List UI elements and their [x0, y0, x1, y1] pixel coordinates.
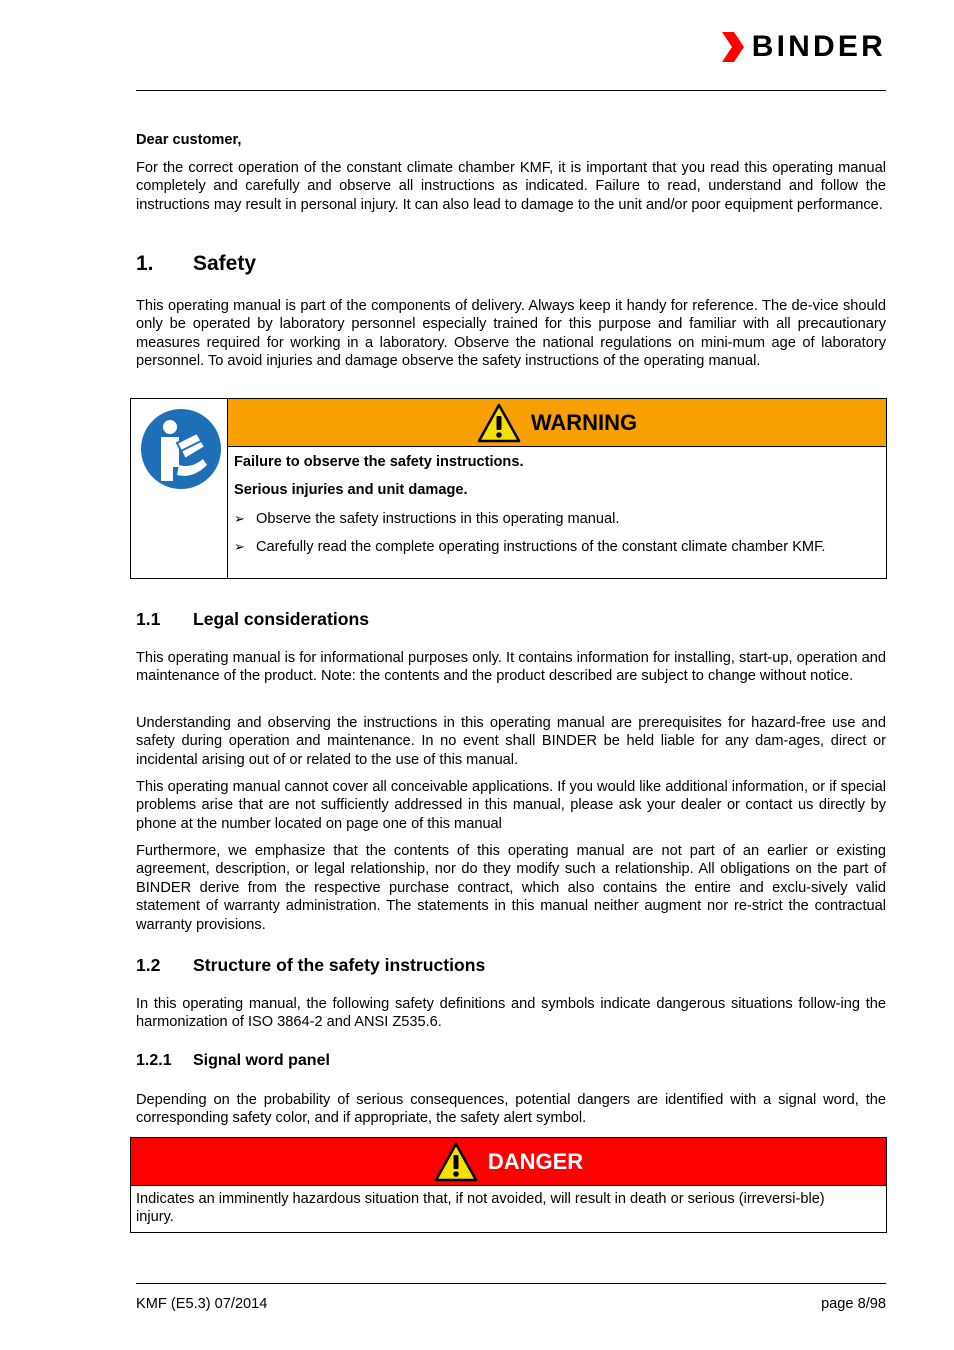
footer-doc-id: KMF (E5.3) 07/2014	[136, 1296, 268, 1312]
header-divider	[136, 90, 886, 91]
warning-bullet-text: Carefully read the complete operating instructions of the constant climate chamber KMF.	[256, 539, 826, 556]
legal-paragraph: This operating manual is for informational purposes only. It contains information for installing, start-up, operation and maintenance of the product. Note: the contents and the product described are subject to change without notice.	[136, 650, 886, 685]
section-title: Structure of the safety instructions	[193, 955, 486, 975]
danger-signal-word: DANGER	[487, 1148, 584, 1174]
section-title: Signal word panel	[193, 1052, 330, 1069]
warning-body	[234, 453, 874, 567]
section-heading-safety	[136, 250, 256, 278]
section-title: Safety	[193, 252, 257, 275]
footer-page-number: page 8/98	[821, 1296, 886, 1312]
list-item	[234, 510, 874, 528]
section-heading-signal-word	[136, 1051, 330, 1071]
section-heading-structure	[136, 954, 485, 976]
section-number: 1.2.1	[136, 1052, 172, 1069]
legal-paragraph: This operating manual cannot cover all conceivable applications. If you would like additional information, or if special problems arise that are not sufficiently addressed in this manual, please ask your dealer or contact us directly by phone at the number located on page one of this manual	[136, 779, 886, 832]
read-manual-icon	[139, 407, 223, 491]
danger-text: Indicates an imminently hazardous situation that, if not avoided, will result in death or serious (irreversi-ble) injury.	[136, 1191, 825, 1226]
arrow-bullet-icon: ➢	[234, 539, 245, 555]
list-item	[234, 538, 874, 556]
legal-paragraph: Understanding and observing the instructions in this operating manual are prerequisites for hazard-free use and safety during operation and maintenance. In no event shall BINDER be held liable for any dam-ages, direct or incidental arising out of or related to the use of this manual.	[136, 715, 886, 768]
warning-header	[228, 399, 886, 447]
warning-icon-cell	[131, 399, 228, 578]
structure-text: In this operating manual, the following safety definitions and symbols indicate dangerous situations follow-ing the harmonization of ISO 3864-2 and ANSI Z535.6.	[136, 996, 886, 1031]
warning-triangle-icon	[434, 1142, 478, 1182]
binder-logo	[720, 30, 886, 64]
section-title: Legal considerations	[193, 609, 369, 629]
binder-logo-mark-icon	[720, 30, 746, 64]
section-heading-legal	[136, 608, 369, 630]
warning-hazard: Failure to observe the safety instructions.	[234, 454, 524, 470]
safety-text: This operating manual is part of the components of delivery. Always keep it handy for reference. The de-vice should only be operated by laboratory personnel especially trained for this purpose and familiar with all precautionary measures required for working in a laboratory. Observe the national regulations on mini-mum age of laboratory personnel. To avoid injuries and damage observe the safety instructions of the operating manual.	[136, 298, 886, 370]
section-number: 1.2	[136, 955, 161, 975]
greeting: Dear customer,	[136, 132, 242, 148]
logo-text: BINDER	[751, 30, 886, 63]
arrow-bullet-icon: ➢	[234, 510, 245, 526]
warning-panel	[130, 398, 887, 579]
section-number: 1.1	[136, 609, 161, 629]
signal-word-text: Depending on the probability of serious consequences, potential dangers are identified with a signal word, the corresponding safety color, and if appropriate, the safety alert symbol.	[136, 1092, 886, 1127]
danger-panel	[130, 1137, 887, 1233]
intro-text: For the correct operation of the constant climate chamber KMF, it is important that you read this operating manual completely and carefully and observe all instructions as indicated. Failure to read, understand and follow the instructions may result in personal injury. It can also lead to damage to the unit and/or poor equipment performance.	[136, 160, 886, 213]
warning-triangle-icon	[477, 403, 521, 443]
warning-bullet-text: Observe the safety instructions in this operating manual.	[256, 510, 620, 527]
warning-signal-word: WARNING	[530, 409, 638, 435]
section-number: 1.	[136, 252, 154, 275]
danger-header	[131, 1138, 886, 1186]
warning-consequence: Serious injuries and unit damage.	[234, 482, 468, 499]
footer-divider	[136, 1283, 886, 1284]
legal-paragraph: Furthermore, we emphasize that the contents of this operating manual are not part of an earlier or existing agreement, description, or legal relationship, nor do they modify such a relationship. All obligations on the part of BINDER derive from the respective purchase contract, which also contains the entire and exclu-sively valid statement of warranty administration. The statements in this manual neither augment nor re-strict the contractual warranty provisions.	[136, 843, 886, 933]
